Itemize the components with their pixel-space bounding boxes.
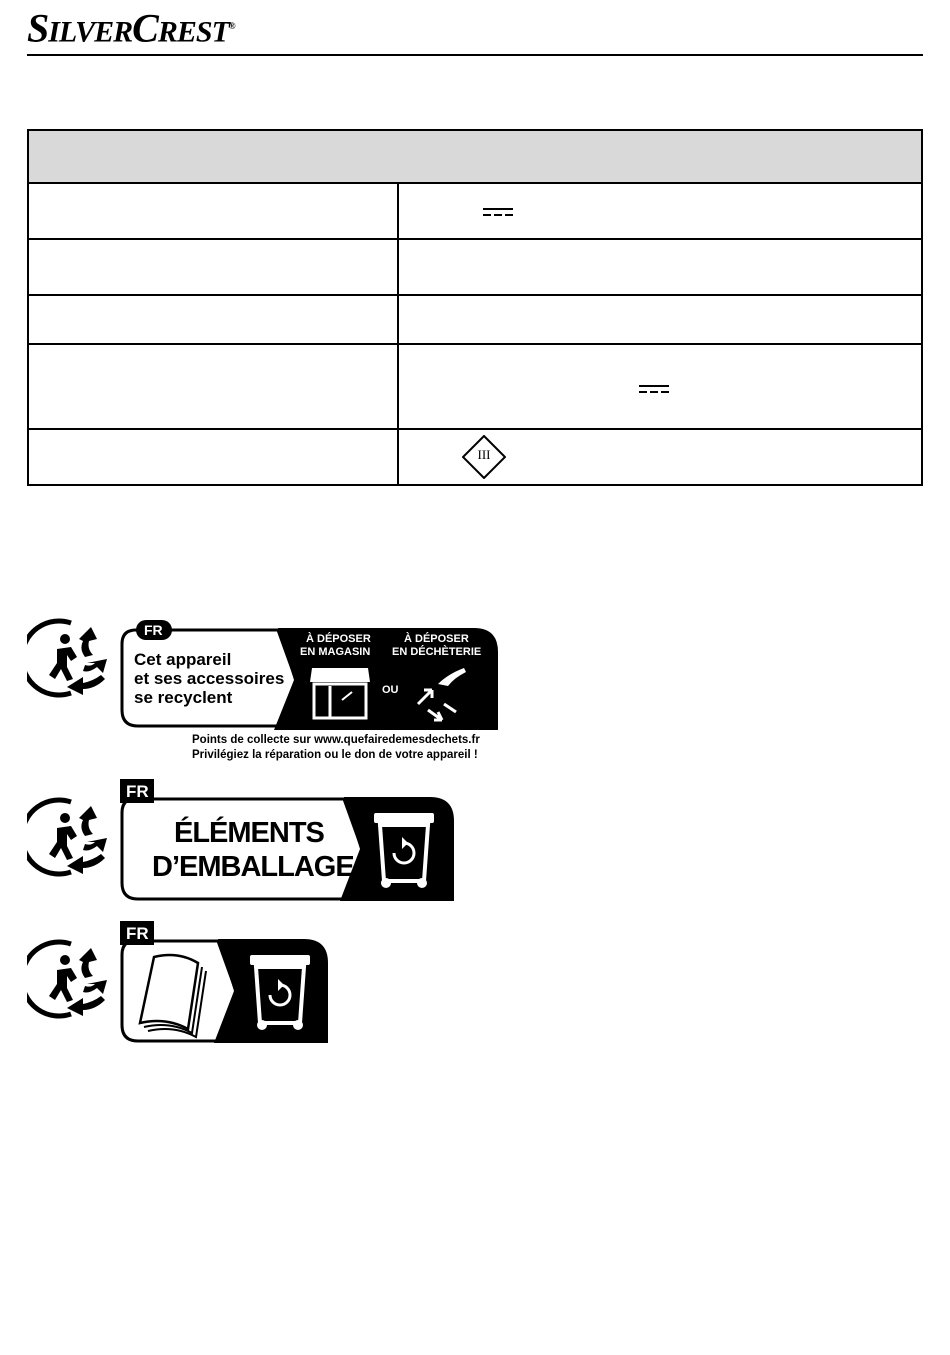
table-cell-label (29, 345, 399, 428)
packaging-recycling-banner (118, 779, 458, 903)
fr-badge: FR (126, 782, 149, 801)
store-label: À DÉPOSER (306, 633, 371, 645)
dump-label: À DÉPOSER (404, 633, 469, 645)
waste-disposal-icon (408, 664, 472, 724)
fr-badge: FR (144, 622, 163, 638)
table-row (29, 345, 921, 430)
table-cell-value (399, 240, 921, 294)
triman-recycling-icon (27, 617, 113, 699)
shop-icon (308, 664, 372, 720)
store-label: EN MAGASIN (300, 646, 371, 658)
table-row (29, 430, 921, 484)
table-cell-label (29, 296, 399, 343)
table-cell-value (399, 184, 921, 238)
banner-text: Cet appareil (134, 650, 232, 669)
packaging-title: ÉLÉMENTS (174, 817, 324, 849)
triman-recycling-icon (27, 796, 113, 878)
recycling-bin-icon (248, 951, 312, 1031)
triman-recycling-icon (27, 938, 113, 1020)
paper-recycling-banner (118, 921, 332, 1045)
fr-badge: FR (126, 924, 149, 943)
table-cell-label (29, 240, 399, 294)
collection-info: Privilégiez la réparation ou le don de votre appareil ! (192, 749, 478, 761)
banner-text: et ses accessoires (134, 669, 285, 688)
table-cell-value (399, 296, 921, 343)
table-header-row (29, 131, 921, 184)
packaging-title: D’EMBALLAGE (152, 851, 354, 883)
or-label: OU (382, 684, 399, 696)
technical-data-table (27, 129, 923, 486)
table-row (29, 240, 921, 296)
protection-class-iii-icon: III (462, 435, 506, 479)
page-header (27, 6, 923, 56)
table-cell-label (29, 184, 399, 238)
banner-text: se recyclent (134, 688, 233, 707)
recycling-bin-icon (372, 809, 436, 889)
table-cell-value (399, 345, 921, 428)
table-cell-label (29, 430, 399, 484)
appliance-recycling-banner (118, 620, 500, 770)
table-cell-value (399, 430, 921, 484)
silvercrest-logo: SILVERCREST® (27, 5, 235, 51)
table-row (29, 184, 921, 240)
dump-label: EN DÉCHÈTERIE (392, 646, 482, 658)
collection-info: Points de collecte sur www.quefairedemesdechets.fr (192, 734, 480, 746)
table-row (29, 296, 921, 345)
